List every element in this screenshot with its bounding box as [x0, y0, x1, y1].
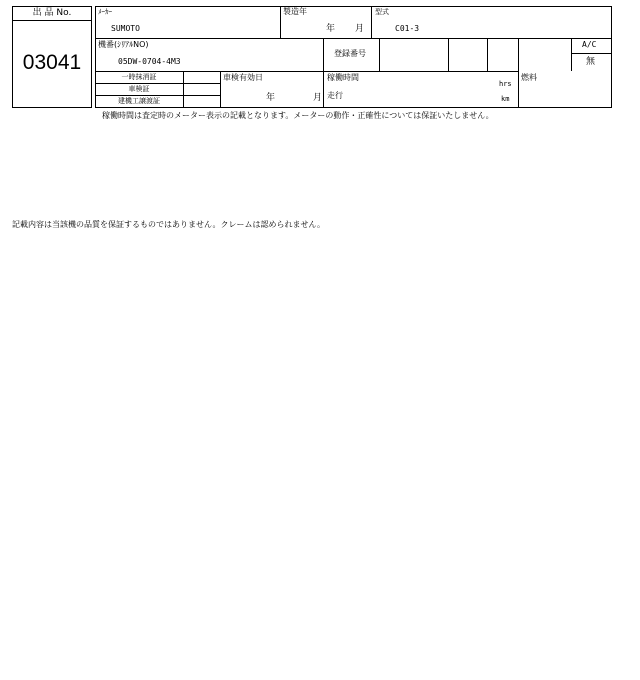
manufacture-month-unit: 月: [355, 24, 365, 34]
cert-divider-1: [95, 83, 220, 84]
ac-divider: [571, 53, 612, 54]
certificate-vehicle-inspection: 車検証: [128, 85, 150, 93]
cert-divider-2: [95, 95, 220, 96]
reg-box-divider-1: [448, 38, 449, 71]
operation-hours-unit: hrs: [499, 80, 512, 88]
quality-disclaimer: 記載内容は当該機の品質を保証するものではありません。クレームは認められません。: [12, 220, 325, 229]
maker-label: ﾒｰｶｰ: [98, 8, 112, 16]
col-divider-reg-box: [379, 38, 380, 71]
col-divider-cert-insp: [220, 71, 221, 108]
col-divider-maker-year: [280, 6, 281, 38]
reg-box-divider-2: [487, 38, 488, 71]
model-value: C01-3: [395, 24, 420, 33]
meter-note: 稼働時間は査定時のメーター表示の記載となります。メーターの動作・正確性については保証いたしません。: [102, 111, 494, 120]
col-divider-year-model: [371, 6, 372, 38]
maker-value: SUMOTO: [111, 24, 140, 33]
lot-header-label: 出 品 No.: [32, 8, 72, 18]
ac-label: A/C: [582, 40, 597, 49]
manufacture-year-unit: 年: [326, 24, 336, 34]
row-divider-1: [95, 38, 612, 39]
inspection-valid-label: 車検有効日: [223, 73, 263, 82]
lot-header-divider: [12, 20, 92, 21]
lot-number: 03041: [22, 51, 82, 74]
inspection-month-unit: 月: [313, 93, 323, 103]
row-divider-2: [95, 71, 518, 72]
fuel-label: 燃料: [521, 73, 537, 82]
certificate-temp-deregistration: 一時抹消証: [121, 73, 157, 81]
registration-label: 登録番号: [334, 49, 366, 58]
certificate-construction-transfer: 建機工譲渡証: [118, 97, 160, 105]
manufacture-year-label: 製造年: [283, 7, 307, 16]
ac-value: 無: [586, 57, 596, 67]
ac-box-divider: [571, 38, 572, 71]
inspection-year-unit: 年: [266, 93, 276, 103]
serial-label: 機番(ｼﾘｱﾙNO): [98, 40, 149, 49]
operation-hours-label: 稼働時間: [327, 73, 359, 82]
col-divider-insp-hours: [323, 71, 324, 108]
col-divider-serial-reg: [323, 38, 324, 71]
distance-unit: km: [501, 95, 510, 103]
reg-box-divider-3: [518, 38, 519, 108]
distance-label: 走行: [327, 91, 343, 100]
serial-value: 05DW-0704-4M3: [118, 57, 181, 66]
cert-check-divider: [183, 71, 184, 108]
model-label: 型式: [375, 8, 389, 16]
